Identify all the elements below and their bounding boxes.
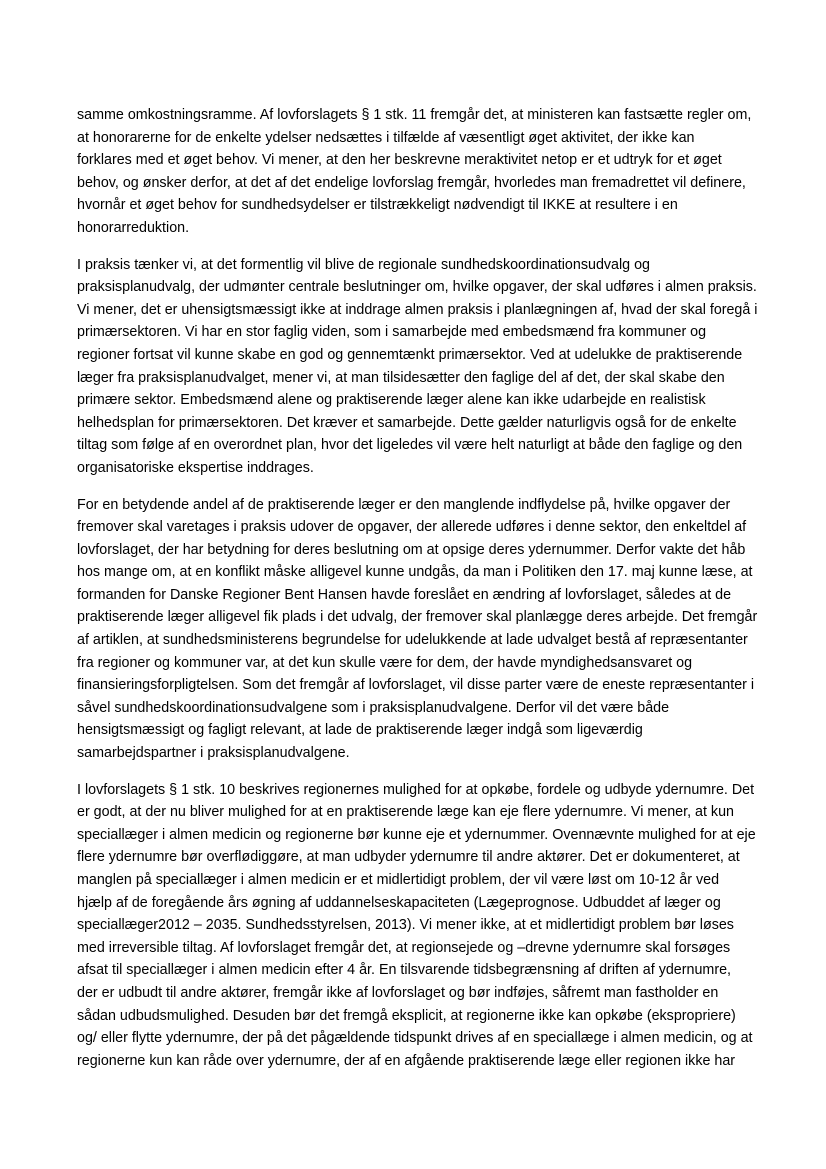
text-line: læger fra praksisplanudvalget, mener vi, at man tilsidesætter den faglige del af det, der skal skabe den [77, 369, 725, 386]
text-line: praksisplanudvalg, der udmønter centrale beslutninger om, hvilke opgaver, der skal udføres i almen praksis. [77, 279, 757, 296]
text-line: behov, og ønsker derfor, at det af det endelige lovforslag fremgår, hvorledes man fremadrettet vil definere, [77, 174, 746, 191]
text-line: primærsektoren. Vi har en stor faglig viden, som i samarbejde med embedsmænd fra kommuner og [77, 324, 707, 341]
text-line: I praksis tænker vi, at det formentlig vil blive de regionale sundhedskoordinationsudvalg og [77, 256, 650, 273]
text-line: organisatoriske ekspertise inddrages. [77, 459, 314, 476]
document-body [77, 104, 757, 1086]
text-line: hensigtsmæssigt og fagligt relevant, at lade de praktiserende læger indgå som ligeværdig [77, 722, 643, 739]
text-line: fremover skal varetages i praksis udover de opgaver, der allerede udføres i denne sektor, den enkeltdel af [77, 519, 747, 536]
text-line: forklares med et øget behov. Vi mener, at den her beskrevne meraktivitet netop er et udtryk for et øget [77, 152, 722, 169]
text-line: hos mange om, at en konflikt måske alligevel kunne undgås, da man i Politiken den 17. maj kunne læse, at [77, 564, 753, 581]
text-line: regionerne kun kan råde over ydernumre, der af en afgående praktiserende læge eller regionen ikke har [77, 1052, 736, 1069]
text-line: flere ydernumre bør overflødiggøre, at man udbyder ydernumre til andre aktører. Det er dokumenteret, at [77, 849, 740, 866]
text-line: finansieringsforpligtelsen. Som det fremgår af lovforslaget, vil disse parter være de eneste repræsentanter i [77, 677, 755, 694]
text-line: og/ eller flytte ydernumre, der på det pågældende tidspunkt drives af en speciallæge i almen medicin, og at [77, 1030, 753, 1047]
text-line: er godt, at der nu bliver mulighed for at en praktiserende læge kan eje flere ydernumre. Vi mener, at kun [77, 804, 734, 821]
text-line: speciallæger2012 – 2035. Sundhedsstyrelsen, 2013). Vi mener ikke, at et midlertidigt problem bør løses [77, 917, 734, 934]
text-line: af artiklen, at sundhedsministerens begrundelse for udelukkende at lade udvalget bestå af repræsentanter [77, 632, 748, 649]
text-line: afsat til speciallæger i almen medicin efter 4 år. En tilsvarende tidsbegrænsning af driften af ydernumre, [77, 962, 732, 979]
text-line: I lovforslagets § 1 stk. 10 beskrives regionernes mulighed for at opkøbe, fordele og udbyde ydernumre. Det [77, 781, 755, 798]
text-line: hvornår et øget behov for sundhedsydelser er tilstrækkeligt nødvendigt til IKKE at resultere i en [77, 197, 678, 214]
text-line: der er udbudt til andre aktører, fremgår ikke af lovforslaget og bør indføjes, såfremt man fastholder en [77, 984, 719, 1001]
text-line: fra regioner og kommuner var, at det kun skulle være for dem, der havde myndighedsansvaret og [77, 654, 693, 671]
text-line: sådan udbudsmulighed. Desuden bør det fremgå eksplicit, at regionerne ikke kan opkøbe (ekspropriere) [77, 1007, 736, 1024]
text-line: at honorarerne for de enkelte ydelser nedsættes i tilfælde af væsentligt øget aktivitet, der ikke kan [77, 129, 695, 146]
text-line: For en betydende andel af de praktiserende læger er den manglende indflydelse på, hvilke opgaver der [77, 496, 731, 513]
text-line: samme omkostningsramme. Af lovforslagets § 1 stk. 11 fremgår det, at ministeren kan fastsætte regler om, [77, 107, 752, 123]
text-line: hjælp af de foregående års øgning af uddannelseskapaciteten (Lægeprognose. Udbuddet af læger og [77, 894, 721, 911]
text-line: såvel sundhedskoordinationsudvalgene som i praksisplanudvalgene. Derfor vil det være både [77, 699, 670, 716]
text-line: lovforslaget, der har betydning for deres beslutning om at opsige deres ydernummer. Derfor vakte det håb [77, 541, 746, 558]
text-line: tiltag som følge af en overordnet plan, hvor det ligeledes vil være helt naturligt at både den faglige og den [77, 437, 743, 454]
text-line: formanden for Danske Regioner Bent Hansen havde foreslået en ændring af lovforslaget, således at de [77, 586, 732, 603]
text-line: samarbejdspartner i praksisplanudvalgene. [77, 745, 350, 762]
text-line: speciallæger i almen medicin og regionerne bør kunne eje et ydernummer. Ovennævnte mulighed for at eje [77, 826, 756, 843]
text-line: regioner fortsat vil kunne skabe en god og gennemtænkt primærsektor. Ved at udelukke de praktiserende [77, 346, 743, 363]
text-line: helhedsplan for primærsektoren. Det kræver et samarbejde. Dette gælder naturligvis også for de enkelte [77, 414, 737, 431]
text-line: honorarreduktion. [77, 219, 190, 236]
paragraph-2 [77, 254, 757, 480]
text-line: Vi mener, det er uhensigtsmæssigt ikke at inddrage almen praksis i planlægningen af, hvad der skal foregå i [77, 301, 758, 318]
text-line: praktiserende læger alligevel fik plads i det udvalg, der fremover skal planlægge deres arbejde. Det fremgår [77, 609, 758, 626]
paragraph-3 [77, 494, 757, 765]
text-line: med irreversible tiltag. Af lovforslaget fremgår det, at regionsejede og –drevne ydernumre skal forsøges [77, 939, 731, 956]
text-line: primære sektor. Embedsmænd alene og praktiserende læger alene kan ikke udarbejde en realistisk [77, 392, 706, 409]
text-line: manglen på speciallæger i almen medicin er et midlertidigt problem, der vil være løst om 10-12 år ved [77, 872, 720, 888]
paragraph-1 [77, 104, 757, 240]
paragraph-4 [77, 779, 757, 1073]
